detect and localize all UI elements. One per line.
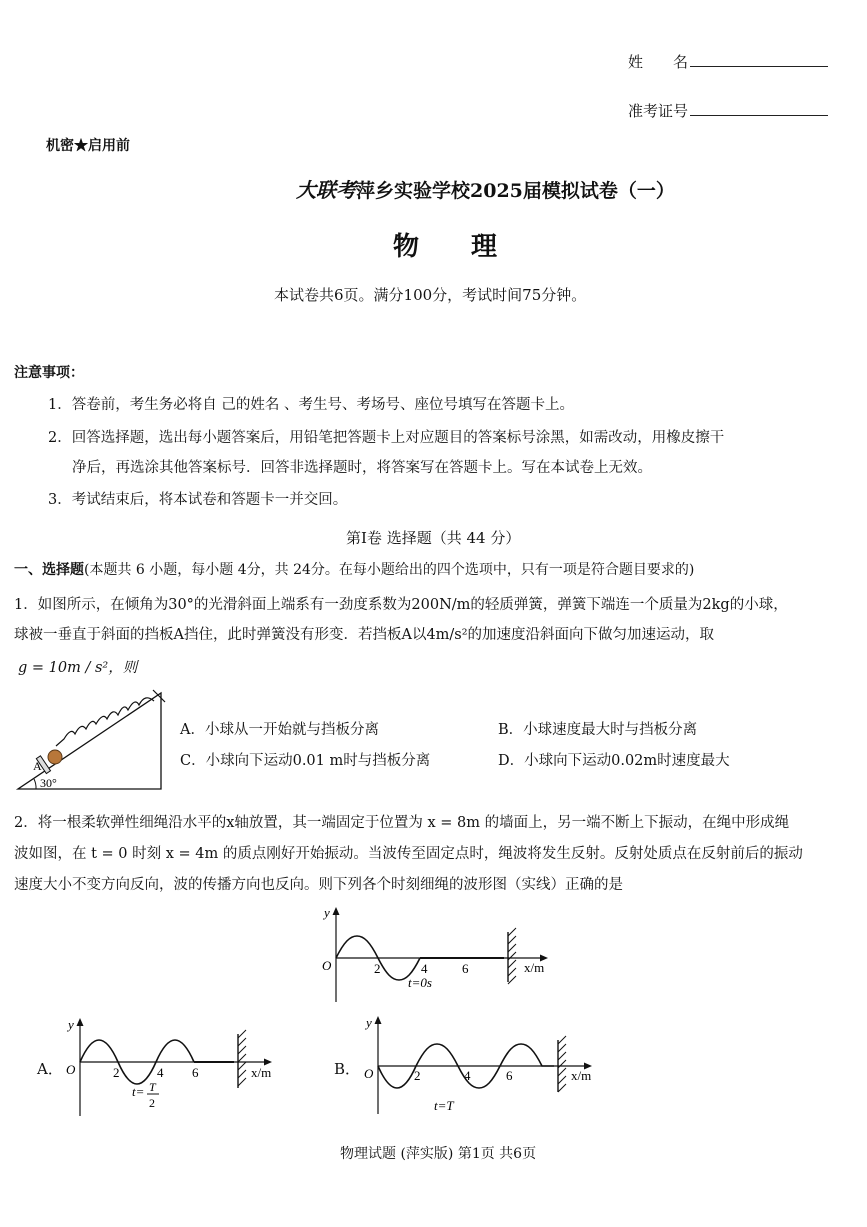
tick-4: 4 (464, 1068, 471, 1083)
x-axis-label: x/m (251, 1065, 272, 1080)
notice-item-2: 2．回答选择题，选出每小题答案后，用铅笔把答题卡上对应题目的答案标号涂黑，如需改动，用橡皮擦干 (48, 430, 725, 446)
y-axis-label: y (68, 1017, 74, 1032)
incline-triangle (18, 693, 161, 789)
q2-line-2: 波如图，在 t = 0 时刻 x = 4m 的质点刚好开始振动。当波传至固定点时，绳波将发生反射。反射处质点在反射前后的振动 (14, 846, 803, 862)
exam-id-field (628, 100, 828, 121)
q1-option-a[interactable]: A．小球从一开始就与挡板分离 (180, 722, 379, 738)
time-label: t= (132, 1084, 145, 1099)
name-field (628, 51, 828, 72)
q1-option-c[interactable]: C．小球向下运动0.01 m时与挡板分离 (180, 753, 431, 769)
tick-6: 6 (192, 1065, 199, 1080)
name-label: 姓 名 (628, 53, 689, 71)
angle-arc (34, 779, 36, 789)
time-label: t=0s (408, 975, 432, 990)
origin-label: O (364, 1066, 374, 1081)
part-one-header (14, 559, 694, 579)
tick-6: 6 (462, 961, 469, 976)
y-axis-arrow (77, 1018, 84, 1026)
tick-2: 2 (374, 961, 381, 976)
ball (48, 750, 62, 764)
q1-line-3: g = 10m / s²，则 (18, 660, 138, 676)
page-footer: 物理试题 (萍实版) 第1页 共6页 (340, 1146, 537, 1162)
fraction-numerator: T (149, 1080, 156, 1094)
angle-label: 30° (40, 776, 57, 790)
brand-logo-text: 大联考 (296, 178, 356, 202)
tick-6: 6 (506, 1068, 513, 1083)
y-axis-arrow (375, 1016, 382, 1024)
origin-label: O (66, 1062, 76, 1077)
q2-line-1: 2．将一根柔软弹性细绳沿水平的x轴放置，其一端固定于位置为 x = 8m 的墙面上，另一端不断上下振动，在绳中形成绳 (14, 815, 790, 831)
exam-id-label: 准考证号 (628, 102, 689, 120)
notice-heading: 注意事项： (14, 365, 84, 381)
q1-line-1: 1．如图所示，在倾角为30°的光滑斜面上端系有一劲度系数为200N/m的轻质弹簧，弹簧下端连一个质量为2kg的小球， (14, 597, 788, 613)
exam-info: 本试卷共6页。满分100分，考试时间75分钟。 (274, 286, 587, 304)
x-axis-label: x/m (524, 960, 545, 975)
plate-a-label: A (33, 759, 42, 773)
subject-title: 物 理 (393, 232, 498, 262)
name-blank[interactable] (690, 52, 828, 67)
secret-mark: 机密★启用前 (46, 138, 130, 154)
part-one-label: 一、选择题 (14, 562, 84, 578)
x-axis-label: x/m (571, 1068, 592, 1083)
q2-option-b-graph[interactable] (354, 1010, 604, 1118)
wall-hatching (558, 1036, 566, 1092)
q2-option-b-label[interactable]: B． (334, 1060, 361, 1078)
fraction-denominator: 2 (149, 1096, 155, 1110)
notice-item-1: 1．答卷前，考生务必将自 己的姓名 、考生号、考场号、座位号填写在答题卡上。 (48, 397, 574, 413)
notice-item-3: 3．考试结束后，将本试卷和答题卡一并交回。 (48, 492, 348, 508)
y-axis-arrow (333, 907, 340, 915)
time-label: t=T (434, 1098, 454, 1113)
q1-incline-figure (14, 688, 174, 796)
q2-option-a-graph[interactable] (58, 1012, 288, 1120)
tick-2: 2 (113, 1065, 120, 1080)
spring-mount (153, 690, 165, 702)
origin-label: O (322, 958, 332, 973)
y-axis-label: y (324, 905, 330, 920)
wall-hatching (238, 1030, 246, 1086)
tick-2: 2 (414, 1068, 421, 1083)
notice-item-2-cont: 净后，再选涂其他答案标号．回答非选择题时，将答案写在答题卡上。写在本试卷上无效。 (72, 460, 652, 476)
q2-line-3: 速度大小不变方向反向，波的传播方向也反向。则下列各个时刻细绳的波形图（实线）正确的是 (14, 877, 623, 893)
exam-id-blank[interactable] (690, 101, 828, 116)
q2-main-wave-graph (310, 902, 560, 1008)
exam-title-text: 萍乡实验学校2025届模拟试卷（一） (356, 180, 675, 202)
part-one-desc: (本题共 6 小题，每小题 4分，共 24分。在每小题给出的四个选项中，只有一项是符合题目要求的) (84, 562, 695, 578)
q1-option-b[interactable]: B．小球速度最大时与挡板分离 (498, 722, 698, 738)
tick-4: 4 (421, 961, 428, 976)
spring-coil (56, 698, 154, 746)
wall-hatching (508, 928, 516, 984)
tick-4: 4 (157, 1065, 164, 1080)
q1-option-d[interactable]: D．小球向下运动0.02m时速度最大 (498, 753, 730, 769)
section-title: 第Ⅰ卷 选择题（共 44 分） (346, 529, 521, 547)
q2-option-a-label[interactable]: A． (37, 1060, 63, 1078)
y-axis-label: y (366, 1015, 372, 1030)
q1-line-2: 球被一垂直于斜面的挡板A挡住，此时弹簧没有形变．若挡板A以4m/s²的加速度沿斜面向下做匀加速运动，取 (14, 627, 715, 643)
exam-title (296, 174, 675, 203)
